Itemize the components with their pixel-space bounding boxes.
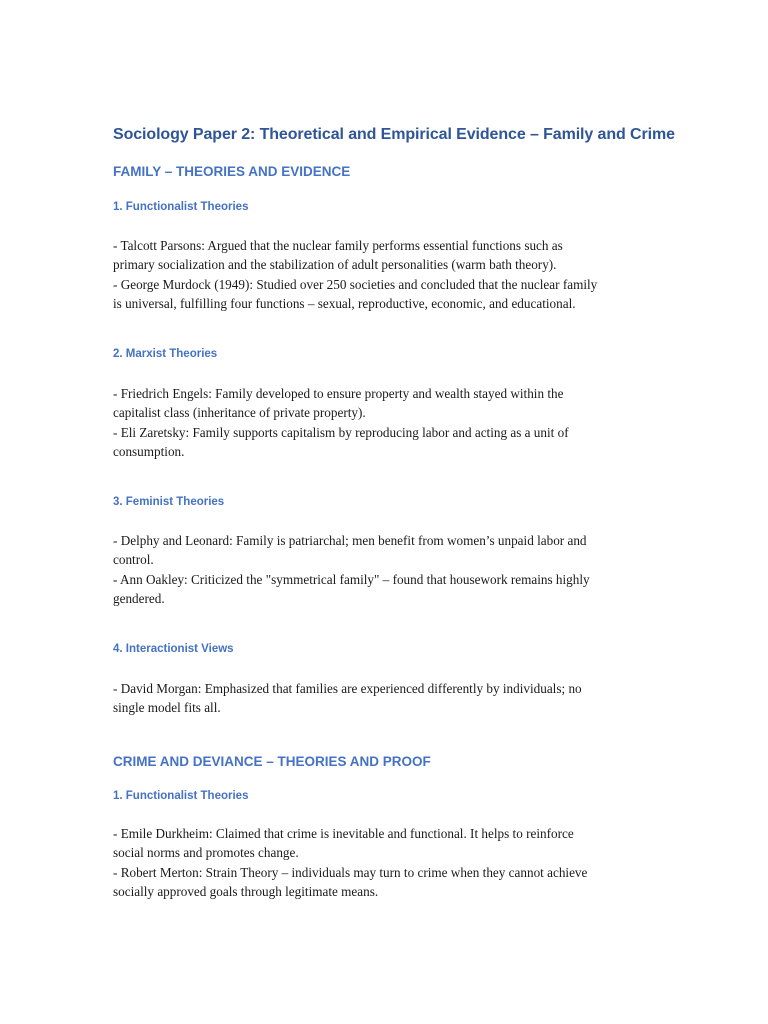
paragraph-line: consumption. [113, 444, 185, 460]
crime-functionalist-paragraph [113, 824, 587, 902]
paragraph-line: - Delphy and Leonard: Family is patriarchal; men benefit from women’s unpaid labor and [113, 533, 587, 548]
family-marxist-heading: 2. Marxist Theories [113, 348, 218, 360]
paragraph-line: socially approved goals through legitimate means. [113, 884, 379, 900]
paragraph-line: control. [113, 552, 154, 568]
family-interactionist-heading: 4. Interactionist Views [113, 643, 234, 655]
paragraph-line: - Emile Durkheim: Claimed that crime is inevitable and functional. It helps to reinforce [113, 826, 574, 841]
family-section-heading: FAMILY – THEORIES AND EVIDENCE [113, 164, 351, 179]
paragraph-line: social norms and promotes change. [113, 845, 299, 861]
paragraph-line: gendered. [113, 591, 165, 607]
crime-functionalist-heading: 1. Functionalist Theories [113, 790, 249, 802]
paragraph-line: - Ann Oakley: Criticized the "symmetrical family" – found that housework remains highly [113, 571, 590, 587]
paragraph-line: primary socialization and the stabilization of adult personalities (warm bath theory). [113, 257, 557, 273]
family-marxist-paragraph [113, 384, 569, 462]
family-interactionist-paragraph [113, 679, 582, 718]
paragraph-line: - Eli Zaretsky: Family supports capitalism by reproducing labor and acting as a unit of [113, 424, 569, 440]
paragraph-line: - Robert Merton: Strain Theory – individuals may turn to crime when they cannot achieve [113, 864, 588, 880]
paragraph-line: - Friedrich Engels: Family developed to ensure property and wealth stayed within the [113, 386, 564, 401]
paragraph-line: capitalist class (inheritance of private property). [113, 405, 366, 421]
family-feminist-heading: 3. Feminist Theories [113, 496, 225, 508]
crime-section-heading: CRIME AND DEVIANCE – THEORIES AND PROOF [113, 754, 431, 769]
document-title: Sociology Paper 2: Theoretical and Empirical Evidence – Family and Crime [113, 126, 675, 143]
family-feminist-paragraph [113, 531, 590, 609]
family-functionalist-paragraph [113, 236, 597, 314]
family-functionalist-heading: 1. Functionalist Theories [113, 201, 249, 213]
paragraph-line: - George Murdock (1949): Studied over 250 societies and concluded that the nuclear family [113, 276, 598, 292]
paragraph-line: - Talcott Parsons: Argued that the nuclear family performs essential functions such as [113, 238, 563, 253]
paragraph-line: single model fits all. [113, 700, 221, 716]
paragraph-line: - David Morgan: Emphasized that families are experienced differently by individuals; no [113, 681, 582, 696]
paragraph-line: is universal, fulfilling four functions – sexual, reproductive, economic, and educational. [113, 296, 576, 312]
